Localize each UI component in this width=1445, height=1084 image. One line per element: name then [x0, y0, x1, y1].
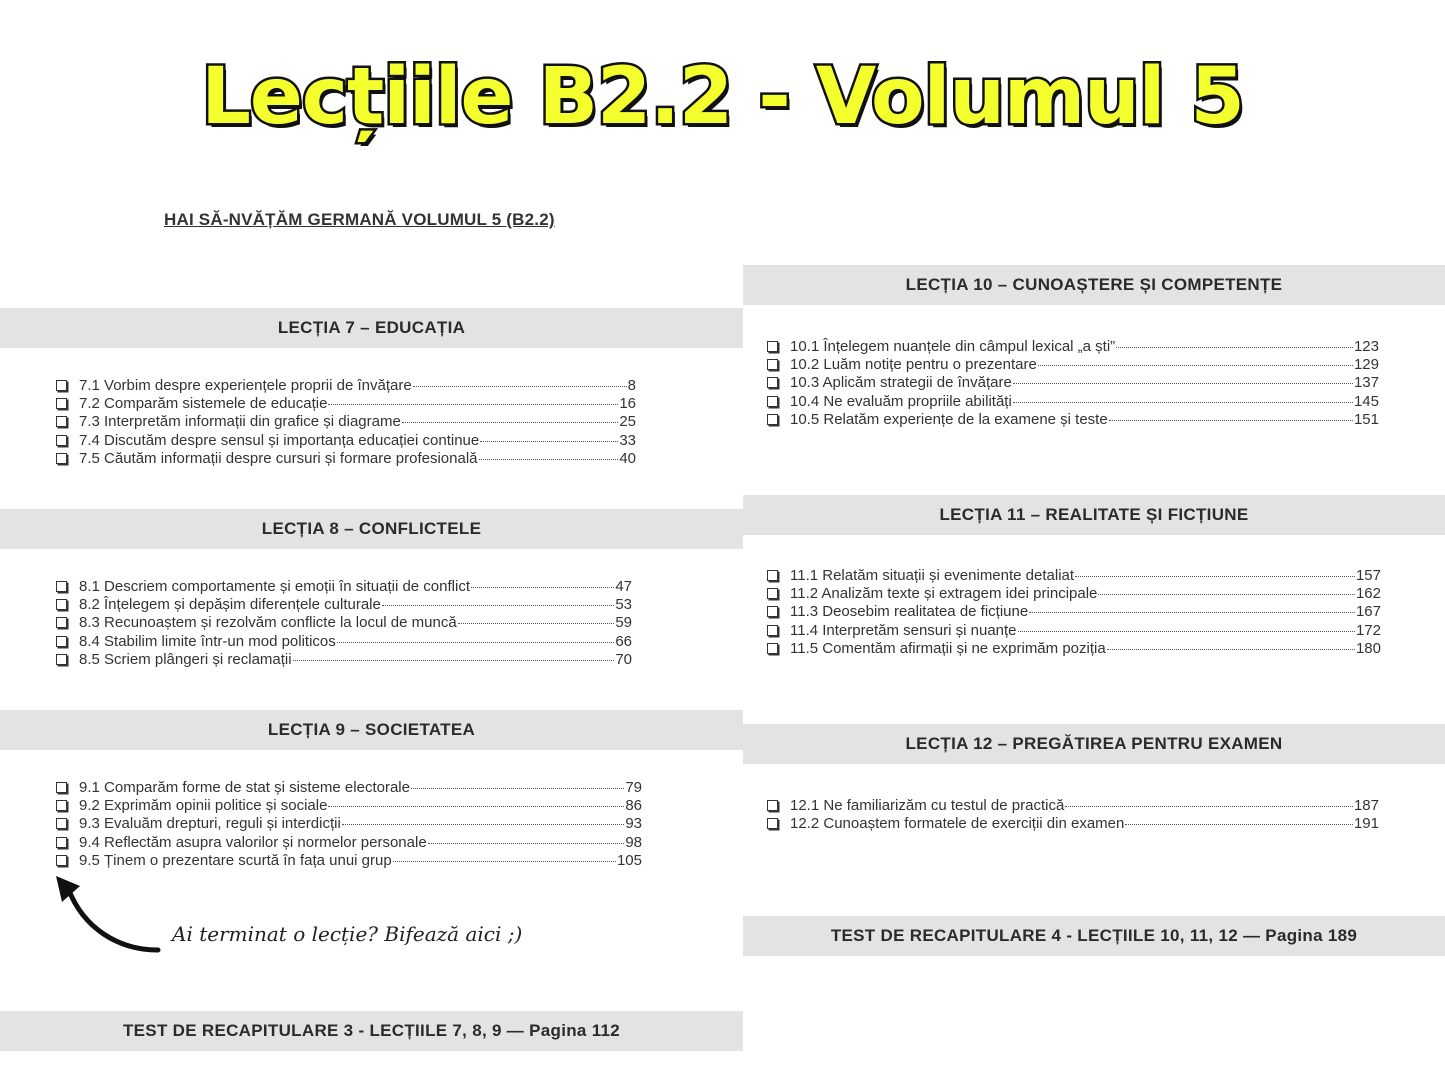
checkbox-icon[interactable]: [56, 380, 67, 391]
lesson-item-title: 12.1 Ne familiarizăm cu testul de practică: [790, 797, 1065, 814]
lesson-item-title: 10.1 Înțelegem nuanțele din câmpul lexical „a ști”: [790, 338, 1116, 355]
dot-leader: [1013, 402, 1353, 403]
lesson-item: [56, 377, 636, 395]
lesson-item-page: 33: [619, 431, 636, 449]
lesson-item-title: 9.3 Evaluăm drepturi, reguli și interdicții: [79, 815, 341, 833]
lesson-item: [767, 356, 1379, 374]
checkbox-icon[interactable]: [767, 414, 778, 425]
lesson-item: [767, 797, 1379, 815]
checkbox-icon[interactable]: [56, 599, 67, 610]
lesson-item-page: 180: [1355, 639, 1381, 657]
checkbox-icon[interactable]: [767, 800, 778, 811]
lesson-item-title: 11.4 Interpretăm sensuri și nuanțe: [790, 621, 1017, 639]
dot-leader: [413, 386, 627, 387]
lesson-11-heading: LECȚIA 11 – REALITATE ȘI FICȚIUNE: [743, 495, 1445, 535]
lesson-item-page: 16: [619, 395, 636, 413]
lesson-item: [56, 834, 642, 852]
dot-leader: [293, 660, 615, 661]
checkbox-icon[interactable]: [767, 396, 778, 407]
lesson-item-page: 123: [1353, 338, 1379, 355]
dot-leader: [328, 404, 618, 405]
checkbox-icon[interactable]: [56, 782, 67, 793]
lesson-item-page: 191: [1353, 815, 1379, 833]
lesson-item-title: 12.2 Cunoaștem formatele de exerciții din examen: [790, 815, 1125, 833]
lesson-item-page: 167: [1355, 603, 1381, 621]
lesson-11-list: [767, 567, 1381, 658]
dot-leader: [1098, 594, 1355, 595]
dot-leader: [342, 824, 625, 825]
checkbox-icon[interactable]: [767, 606, 778, 617]
dot-leader: [1125, 824, 1353, 825]
lesson-item: [767, 338, 1379, 356]
dot-leader: [458, 623, 615, 624]
lesson-item-page: 145: [1353, 392, 1379, 410]
checkbox-icon[interactable]: [56, 416, 67, 427]
lesson-item: [56, 633, 632, 651]
lesson-item: [56, 651, 632, 669]
dot-leader: [337, 642, 615, 643]
lesson-item: [767, 567, 1381, 585]
checkbox-icon[interactable]: [56, 435, 67, 446]
checkbox-icon[interactable]: [767, 818, 778, 829]
lesson-10-list: [767, 338, 1379, 429]
lesson-item-title: 7.5 Căutăm informații despre cursuri și formare profesională: [79, 449, 478, 467]
lesson-item-title: 9.4 Reflectăm asupra valorilor și normelor personale: [79, 833, 427, 851]
checkbox-icon[interactable]: [56, 453, 67, 464]
lesson-item-title: 8.2 Înțelegem și depășim diferențele culturale: [79, 596, 381, 614]
lesson-item-title: 7.4 Discutăm despre sensul și importanța educației continue: [79, 431, 480, 449]
lesson-item-page: 59: [615, 614, 632, 632]
lesson-12-list: [767, 797, 1379, 833]
lesson-item-page: 86: [625, 797, 642, 815]
lesson-item-page: 105: [616, 851, 642, 869]
lesson-9-heading: LECȚIA 9 – SOCIETATEA: [0, 710, 743, 750]
lesson-item-page: 70: [615, 650, 632, 668]
checkbox-icon[interactable]: [56, 581, 67, 592]
lesson-item: [56, 578, 632, 596]
lesson-item: [767, 411, 1379, 429]
dot-leader: [1029, 612, 1355, 613]
dot-leader: [328, 806, 624, 807]
lesson-item-title: 11.2 Analizăm texte și extragem idei principale: [790, 585, 1098, 603]
lesson-item-page: 157: [1355, 567, 1381, 584]
lesson-item-page: 129: [1353, 356, 1379, 374]
checkbox-icon[interactable]: [767, 588, 778, 599]
lesson-8-list: [56, 578, 632, 669]
lesson-item-title: 10.5 Relatăm experiențe de la examene și teste: [790, 410, 1108, 428]
checkbox-icon[interactable]: [767, 341, 778, 352]
dot-leader: [480, 441, 618, 442]
lesson-item-title: 10.3 Aplicăm strategii de învățare: [790, 374, 1012, 392]
dot-leader: [428, 843, 625, 844]
dot-leader: [479, 459, 619, 460]
lesson-item: [56, 815, 642, 833]
dot-leader: [1075, 576, 1355, 577]
lesson-item-title: 7.3 Interpretăm informații din grafice și diagrame: [79, 413, 401, 431]
lesson-item-page: 47: [615, 578, 632, 595]
checkbox-icon[interactable]: [56, 654, 67, 665]
lesson-item: [767, 374, 1379, 392]
test-3-heading: TEST DE RECAPITULARE 3 - LECȚIILE 7, 8, 9 — Pagina 112: [0, 1011, 743, 1051]
dot-leader: [1107, 649, 1355, 650]
checkbox-icon[interactable]: [56, 800, 67, 811]
lesson-item-title: 11.5 Comentăm afirmații și ne exprimăm poziția: [790, 639, 1106, 657]
lesson-item-page: 40: [619, 449, 636, 467]
lesson-item-title: 8.3 Recunoaștem și rezolvăm conflicte la locul de muncă: [79, 614, 457, 632]
lesson-item-page: 8: [627, 377, 636, 394]
lesson-item-page: 151: [1353, 410, 1379, 428]
lesson-item-page: 137: [1353, 374, 1379, 392]
lesson-item-page: 93: [625, 815, 642, 833]
lesson-item: [767, 640, 1381, 658]
checkbox-icon[interactable]: [767, 625, 778, 636]
dot-leader: [402, 422, 619, 423]
dot-leader: [1116, 347, 1353, 348]
lesson-item: [56, 596, 632, 614]
lesson-item: [767, 585, 1381, 603]
dot-leader: [393, 861, 616, 862]
dot-leader: [1013, 383, 1353, 384]
lesson-item: [56, 413, 636, 431]
lesson-item-title: 8.4 Stabilim limite într-un mod politicos: [79, 632, 336, 650]
checkbox-icon[interactable]: [56, 818, 67, 829]
lesson-item-title: 7.1 Vorbim despre experiențele proprii de învățare: [79, 377, 412, 394]
lesson-item-title: 10.4 Ne evaluăm propriile abilități: [790, 392, 1012, 410]
lesson-item: [56, 432, 636, 450]
dot-leader: [1065, 806, 1353, 807]
checkbox-icon[interactable]: [56, 636, 67, 647]
dot-leader: [1038, 365, 1353, 366]
dot-leader: [1109, 420, 1353, 421]
checkbox-icon[interactable]: [56, 837, 67, 848]
lesson-item-title: 8.1 Descriem comportamente și emoții în situații de conflict: [79, 578, 470, 595]
lesson-item: [56, 614, 632, 632]
lesson-10-heading: LECȚIA 10 – CUNOAȘTERE ȘI COMPETENȚE: [743, 265, 1445, 305]
lesson-item: [767, 815, 1379, 833]
lesson-item: [767, 622, 1381, 640]
dot-leader: [411, 788, 624, 789]
lesson-item-page: 25: [619, 413, 636, 431]
lesson-12-heading: LECȚIA 12 – PREGĂTIREA PENTRU EXAMEN: [743, 724, 1445, 764]
document-title: HAI SĂ-NVĂȚĂM GERMANĂ VOLUMUL 5 (B2.2): [164, 210, 555, 229]
lesson-item-page: 79: [625, 779, 642, 796]
lesson-item-page: 187: [1353, 797, 1379, 814]
dot-leader: [382, 605, 614, 606]
checkbox-icon[interactable]: [767, 570, 778, 581]
lesson-item-title: 9.5 Ținem o prezentare scurtă în fața unui grup: [79, 851, 392, 869]
checkbox-icon[interactable]: [767, 643, 778, 654]
lesson-item-title: 8.5 Scriem plângeri și reclamații: [79, 650, 292, 668]
checkbox-icon[interactable]: [767, 377, 778, 388]
lesson-item-title: 7.2 Comparăm sistemele de educație: [79, 395, 328, 413]
curved-arrow-icon: [48, 868, 168, 958]
lesson-item-title: 9.1 Comparăm forme de stat și sisteme electorale: [79, 779, 410, 796]
test-4-heading: TEST DE RECAPITULARE 4 - LECȚIILE 10, 11, 12 — Pagina 189: [743, 916, 1445, 956]
lesson-item-title: 9.2 Exprimăm opinii politice și sociale: [79, 797, 328, 815]
lesson-item: [56, 395, 636, 413]
lesson-9-list: [56, 779, 642, 870]
lesson-item-page: 98: [625, 833, 642, 851]
lesson-item-page: 53: [615, 596, 632, 614]
dot-leader: [1018, 631, 1355, 632]
lesson-7-list: [56, 377, 636, 468]
lesson-item: [56, 450, 636, 468]
dot-leader: [471, 587, 614, 588]
lesson-item-page: 162: [1355, 585, 1381, 603]
checkbox-hint: Ai terminat o lecție? Bifează aici ;): [172, 922, 523, 946]
lesson-item-title: 11.3 Deosebim realitatea de ficțiune: [790, 603, 1029, 621]
lesson-item-title: 11.1 Relatăm situații și evenimente detaliat: [790, 567, 1075, 584]
lesson-8-heading: LECȚIA 8 – CONFLICTELE: [0, 509, 743, 549]
checkbox-icon[interactable]: [56, 398, 67, 409]
checkbox-icon[interactable]: [56, 617, 67, 628]
lesson-item: [767, 603, 1381, 621]
lesson-item-page: 66: [615, 632, 632, 650]
lesson-item: [56, 779, 642, 797]
lesson-item-page: 172: [1355, 621, 1381, 639]
lesson-item: [767, 393, 1379, 411]
checkbox-icon[interactable]: [767, 359, 778, 370]
lesson-7-heading: LECȚIA 7 – EDUCAȚIA: [0, 308, 743, 348]
lesson-item-title: 10.2 Luăm notițe pentru o prezentare: [790, 356, 1037, 374]
checkbox-icon[interactable]: [56, 855, 67, 866]
lesson-item: [56, 797, 642, 815]
banner-title: Lecțiile B2.2 - Volumul 5: [201, 52, 1244, 142]
